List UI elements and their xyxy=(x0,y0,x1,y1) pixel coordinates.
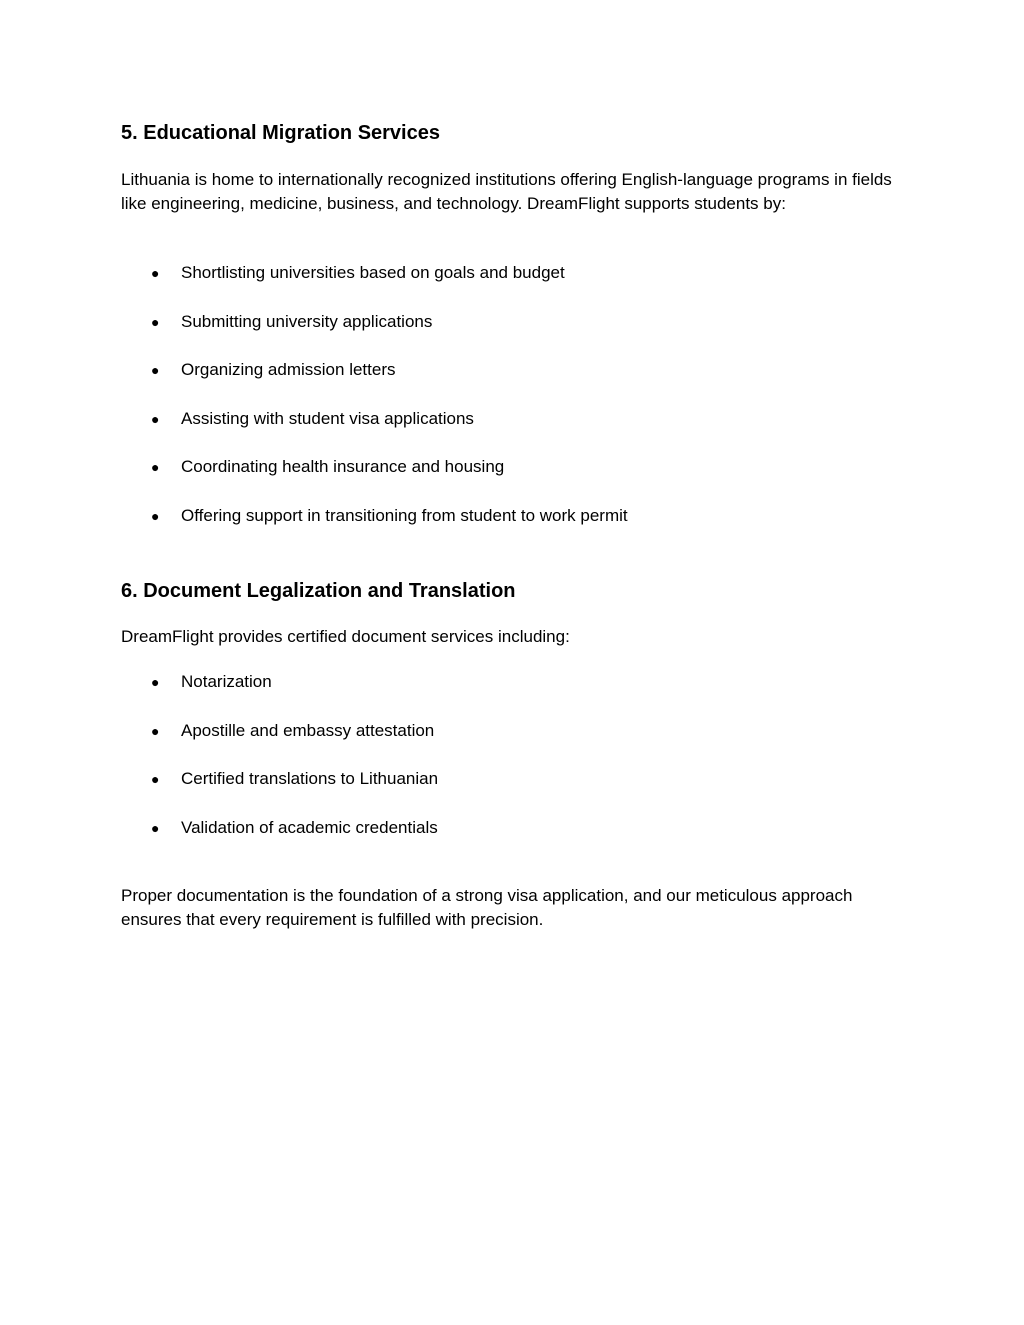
bullet-icon: ● xyxy=(151,507,160,524)
list-item xyxy=(121,767,438,791)
bullet-icon: ● xyxy=(151,819,160,836)
bullet-icon: ● xyxy=(151,362,160,379)
list-item xyxy=(121,719,438,743)
bullet-icon: ● xyxy=(151,459,160,476)
list-item-text: Notarization xyxy=(181,672,272,691)
section-intro-paragraph: Lithuania is home to internationally recognized institutions offering English-language programs in fields like engineering, medicine, business, and technology. DreamFlight supports students by: xyxy=(121,170,892,213)
list-item xyxy=(121,670,438,694)
list-item xyxy=(121,310,628,334)
services-bullet-list xyxy=(121,261,628,553)
list-item-text: Certified translations to Lithuanian xyxy=(181,769,439,789)
list-item xyxy=(121,261,628,285)
list-item xyxy=(121,358,628,382)
list-item xyxy=(121,407,628,431)
section-heading-educational-migration: 5. Educational Migration Services xyxy=(121,122,440,144)
closing-paragraph: Proper documentation is the foundation of a strong visa application, and our meticulous approach ensures that every requirement is fulfilled with precision. xyxy=(121,886,853,929)
list-item-text: Organizing admission letters xyxy=(181,360,396,380)
list-item-text: Assisting with student visa applications xyxy=(181,408,474,428)
bullet-icon: ● xyxy=(151,313,160,330)
bullet-icon: ● xyxy=(151,722,160,739)
list-item-text: Shortlisting universities based on goals and budget xyxy=(181,263,565,282)
list-item-text: Submitting university applications xyxy=(181,311,433,331)
list-item-text: Coordinating health insurance and housing xyxy=(181,457,505,477)
list-item-text: Validation of academic credentials xyxy=(181,817,438,837)
bullet-icon: ● xyxy=(151,771,160,788)
list-item xyxy=(121,816,438,840)
section-heading-document-legalization: 6. Document Legalization and Translation xyxy=(121,580,516,602)
bullet-icon: ● xyxy=(151,410,160,427)
document-services-bullet-list xyxy=(121,670,438,864)
list-item-text: Apostille and embassy attestation xyxy=(181,720,435,740)
bullet-icon: ● xyxy=(151,265,160,281)
list-item xyxy=(121,455,628,479)
list-item xyxy=(121,504,628,528)
bullet-icon: ● xyxy=(151,674,160,690)
list-item-text: Offering support in transitioning from student to work permit xyxy=(181,505,628,525)
section-intro-paragraph: DreamFlight provides certified document services including: xyxy=(121,627,570,646)
